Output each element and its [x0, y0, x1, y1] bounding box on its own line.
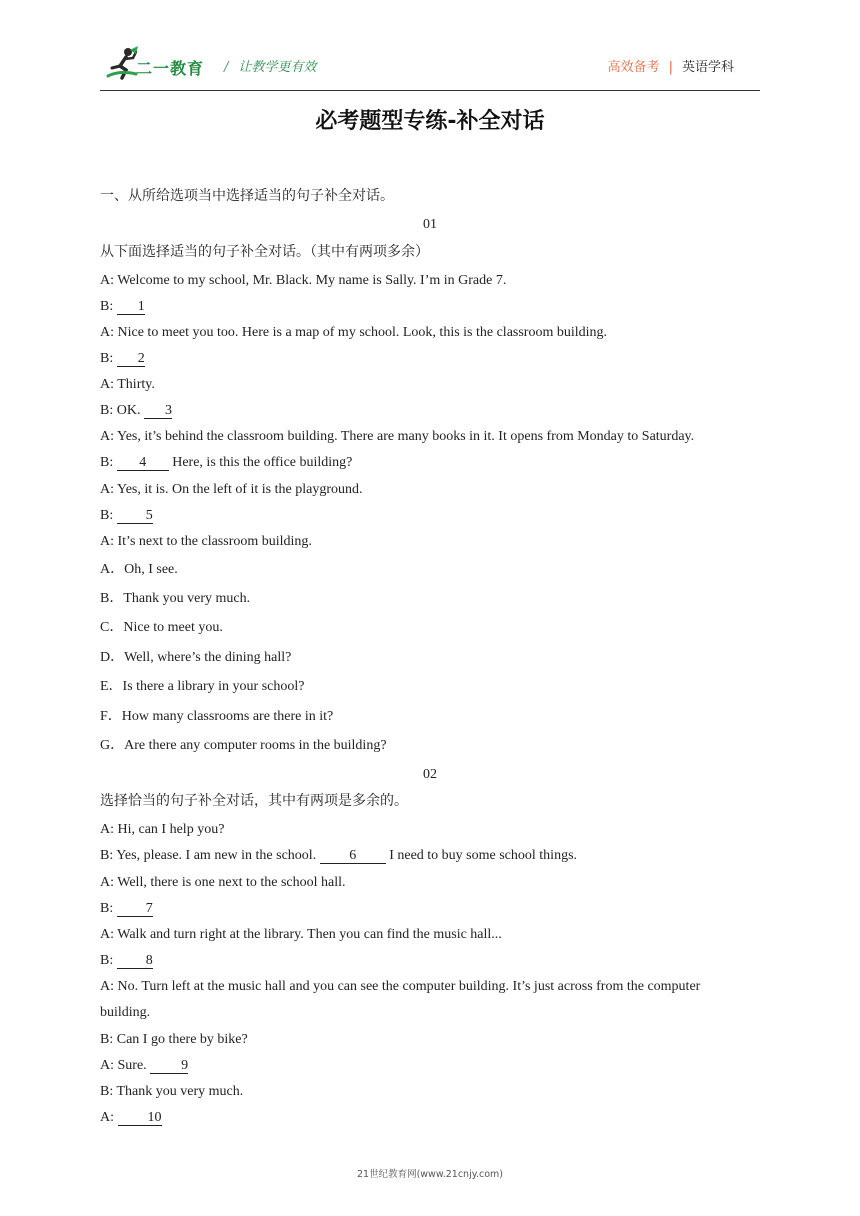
- dialogue-line: [100, 454, 352, 472]
- part2-instruction: 选择恰当的句子补全对话，其中有两项是多余的。: [100, 793, 408, 809]
- dialogue-line: [100, 1109, 162, 1127]
- speaker-label: B:: [100, 901, 114, 916]
- speaker-label: B:: [100, 455, 114, 470]
- page-header: [100, 44, 760, 91]
- dialogue-line: A: Welcome to my school, Mr. Black. My name is Sally. I’m in Grade 7.: [100, 273, 507, 288]
- speaker-label: A:: [100, 1110, 114, 1125]
- speaker-label: A: Sure.: [100, 1058, 147, 1073]
- part2-number: 02: [423, 767, 437, 782]
- exam-prep-label: 高效备考: [607, 60, 660, 75]
- dialogue-line: B: Can I go there by bike?: [100, 1032, 248, 1047]
- dialogue-text: B: Yes, please. I am new in the school.: [100, 848, 317, 863]
- option-item: B．Thank you very much.: [100, 591, 251, 606]
- answer-blank-7[interactable]: 7: [117, 901, 153, 917]
- dialogue-line: A: Nice to meet you too. Here is a map of my school. Look, this is the classroom building.: [100, 325, 608, 340]
- page-footer: 21世纪教育网(www.21cnjy.com): [356, 1169, 503, 1180]
- dialogue-line: [100, 350, 145, 368]
- answer-blank-1[interactable]: 1: [117, 299, 145, 315]
- logo: [106, 46, 216, 82]
- dialogue-line: [100, 847, 577, 865]
- option-item: A．Oh, I see.: [100, 562, 178, 577]
- dialogue-line: [100, 1057, 188, 1075]
- dialogue-text: I need to buy some school things.: [389, 848, 578, 863]
- dialogue-line: [100, 298, 145, 316]
- dialogue-line: A: Hi, can I help you?: [100, 822, 225, 837]
- dialogue-line: A: Yes, it’s behind the classroom building. There are many books in it. It opens from Monday to Saturday.: [100, 429, 695, 444]
- dialogue-line: A: Walk and turn right at the library. Then you can find the music hall...: [100, 927, 502, 942]
- slogan: [224, 56, 316, 75]
- speaker-label: B:: [100, 953, 114, 968]
- answer-blank-4[interactable]: 4: [117, 455, 169, 471]
- speaker-label: B: OK.: [100, 403, 141, 418]
- part1-instruction: 从下面选择适当的句子补全对话。（其中有两项多余）: [100, 244, 429, 260]
- runner-logo-icon: [106, 46, 140, 82]
- dialogue-line: A: Yes, it is. On the left of it is the playground.: [100, 482, 363, 497]
- dialogue-text: Here, is this the office building?: [172, 455, 353, 470]
- slogan-slash: /: [224, 60, 229, 75]
- speaker-label: B:: [100, 508, 114, 523]
- dialogue-line: [100, 900, 153, 918]
- dialogue-line: A: Thirty.: [100, 377, 155, 392]
- subject-label: 英语学科: [681, 60, 734, 75]
- option-item: C．Nice to meet you.: [100, 620, 223, 635]
- dialogue-line: A: It’s next to the classroom building.: [100, 534, 312, 549]
- badge-divider: |: [668, 60, 673, 75]
- subject-badge: [608, 56, 734, 75]
- dialogue-line: [100, 402, 172, 420]
- speaker-label: B:: [100, 299, 114, 314]
- answer-blank-9[interactable]: 9: [150, 1058, 188, 1074]
- option-item: F．How many classrooms are there in it?: [100, 709, 334, 724]
- page-title: 必考题型专练-补全对话: [315, 109, 545, 134]
- speaker-label: B:: [100, 351, 114, 366]
- logo-text: 二一教育: [136, 59, 205, 78]
- dialogue-line: A: No. Turn left at the music hall and you can see the computer building. It’s just across from the computer: [100, 979, 701, 994]
- slogan-text: 让教学更有效: [238, 60, 317, 75]
- dialogue-line: A: Well, there is one next to the school hall.: [100, 875, 346, 890]
- option-item: G．Are there any computer rooms in the building?: [100, 738, 387, 753]
- answer-blank-6[interactable]: 6: [320, 848, 386, 864]
- answer-blank-5[interactable]: 5: [117, 508, 153, 524]
- dialogue-line: B: Thank you very much.: [100, 1084, 244, 1099]
- answer-blank-2[interactable]: 2: [117, 351, 145, 367]
- answer-blank-10[interactable]: 10: [118, 1110, 162, 1126]
- part1-number: 01: [423, 217, 437, 232]
- dialogue-line: building.: [100, 1005, 151, 1020]
- answer-blank-3[interactable]: 3: [144, 403, 172, 419]
- option-item: E．Is there a library in your school?: [100, 679, 305, 694]
- option-item: D．Well, where’s the dining hall?: [100, 650, 292, 665]
- answer-blank-8[interactable]: 8: [117, 953, 153, 969]
- section-heading: 一、从所给选项当中选择适当的句子补全对话。: [100, 188, 394, 204]
- dialogue-line: [100, 507, 153, 525]
- dialogue-line: [100, 952, 153, 970]
